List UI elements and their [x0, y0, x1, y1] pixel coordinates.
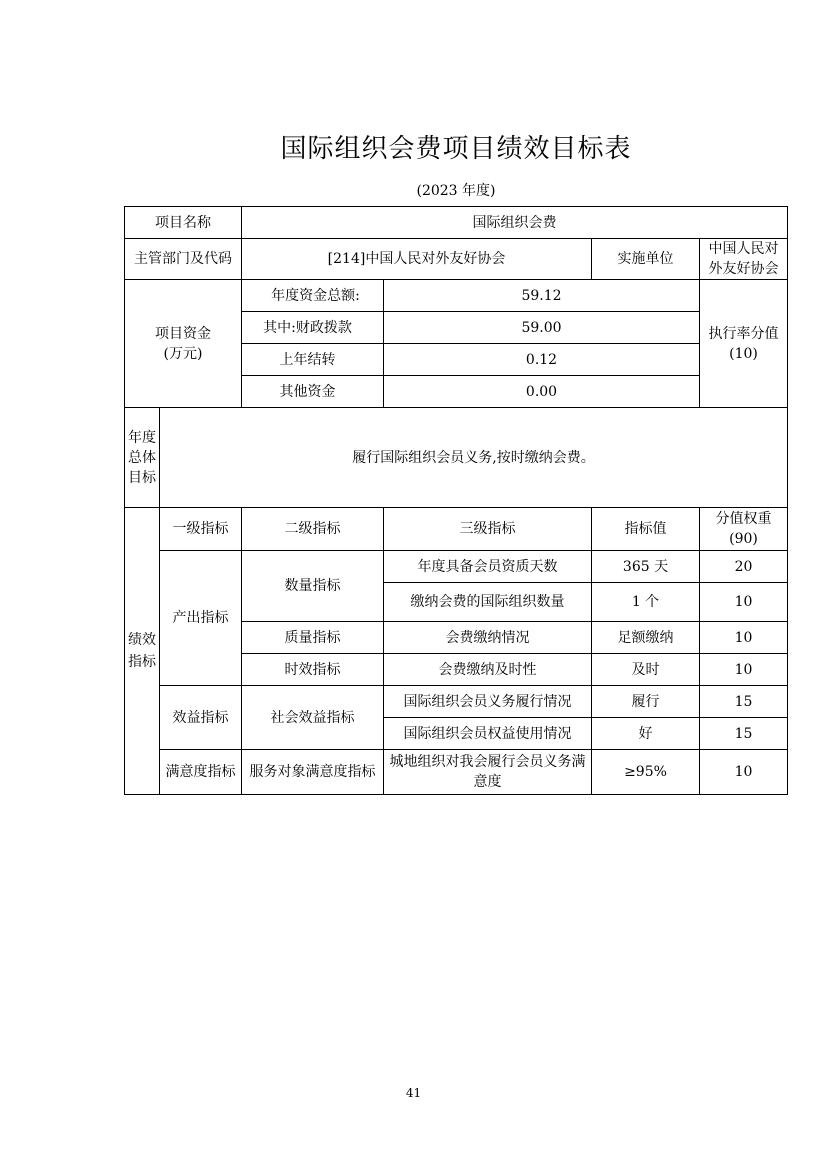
header-level3: 三级指标: [384, 508, 592, 551]
page-title: 国际组织会费项目绩效目标表: [280, 134, 632, 164]
indicator-name: 国际组织会员义务履行情况: [384, 686, 592, 718]
indicators-section-label: 绩效指标: [125, 508, 160, 795]
indicator-value: ≥95%: [592, 750, 700, 795]
funds-label-line2: (万元): [163, 345, 203, 362]
indicator-weight: 15: [700, 718, 788, 750]
indicator-value: 履行: [592, 686, 700, 718]
funds-other-label: 其他资金: [242, 376, 384, 408]
dept-value: [214]中国人民对外友好协会: [242, 239, 592, 280]
indicator-weight: 10: [700, 750, 788, 795]
funds-label-line1: 项目资金: [155, 325, 211, 342]
header-weight: [700, 508, 788, 551]
funds-total-value: 59.12: [384, 280, 700, 312]
indicator-value: 1 个: [592, 583, 700, 622]
indicator-name: 城地组织对我会履行会员义务满意度: [384, 750, 592, 795]
funds-fiscal-value: 59.00: [384, 312, 700, 344]
indicator-value: 及时: [592, 654, 700, 686]
level2-service-satisfaction: 服务对象满意度指标: [242, 750, 384, 795]
indicator-name: 国际组织会员权益使用情况: [384, 718, 592, 750]
funds-fiscal-label: 其中:财政拨款: [242, 312, 384, 344]
performance-table: [124, 206, 788, 795]
indicator-name: 年度具备会员资质天数: [384, 551, 592, 583]
level1-output: 产出指标: [160, 551, 242, 686]
header-weight-line1: 分值权重: [715, 511, 772, 527]
level2-quantity: 数量指标: [242, 551, 384, 622]
exec-rate-cell: [700, 280, 788, 408]
year-subtitle: (2023 年度): [416, 183, 496, 199]
level2-quality: 质量指标: [242, 622, 384, 654]
indicator-value: 好: [592, 718, 700, 750]
funds-label: [125, 280, 242, 408]
page-number: 41: [405, 1086, 422, 1100]
indicator-weight: 10: [700, 622, 788, 654]
funds-carryover-label: 上年结转: [242, 344, 384, 376]
funds-total-label: 年度资金总额:: [242, 280, 384, 312]
header-level2: 二级指标: [242, 508, 384, 551]
level2-social-benefit: 社会效益指标: [242, 686, 384, 750]
indicator-name: 会费缴纳情况: [384, 622, 592, 654]
indicator-name: 会费缴纳及时性: [384, 654, 592, 686]
indicator-weight: 10: [700, 583, 788, 622]
project-name-label: 项目名称: [125, 207, 242, 239]
impl-label: 实施单位: [592, 239, 700, 280]
level1-benefit: 效益指标: [160, 686, 242, 750]
indicator-name: 缴纳会费的国际组织数量: [384, 583, 592, 622]
funds-carryover-value: 0.12: [384, 344, 700, 376]
funds-other-value: 0.00: [384, 376, 700, 408]
annual-goal-label: 年度总体目标: [125, 408, 160, 508]
indicator-value: 足额缴纳: [592, 622, 700, 654]
exec-rate-line1: 执行率分值: [708, 325, 779, 342]
table-row: [125, 551, 788, 583]
indicator-value: 365 天: [592, 551, 700, 583]
header-value: 指标值: [592, 508, 700, 551]
level2-timeliness: 时效指标: [242, 654, 384, 686]
dept-label: 主管部门及代码: [125, 239, 242, 280]
exec-rate-line2: (10): [729, 345, 758, 362]
indicator-weight: 15: [700, 686, 788, 718]
header-weight-line2: (90): [729, 531, 758, 547]
impl-value: 中国人民对外友好协会: [700, 239, 788, 280]
header-level1: 一级指标: [160, 508, 242, 551]
indicator-weight: 10: [700, 654, 788, 686]
project-name-value: 国际组织会费: [242, 207, 788, 239]
table-row: [125, 750, 788, 795]
table-row: [125, 686, 788, 718]
annual-goal-text: 履行国际组织会员义务,按时缴纳会费。: [160, 408, 788, 508]
level1-satisfaction: 满意度指标: [160, 750, 242, 795]
indicator-weight: 20: [700, 551, 788, 583]
